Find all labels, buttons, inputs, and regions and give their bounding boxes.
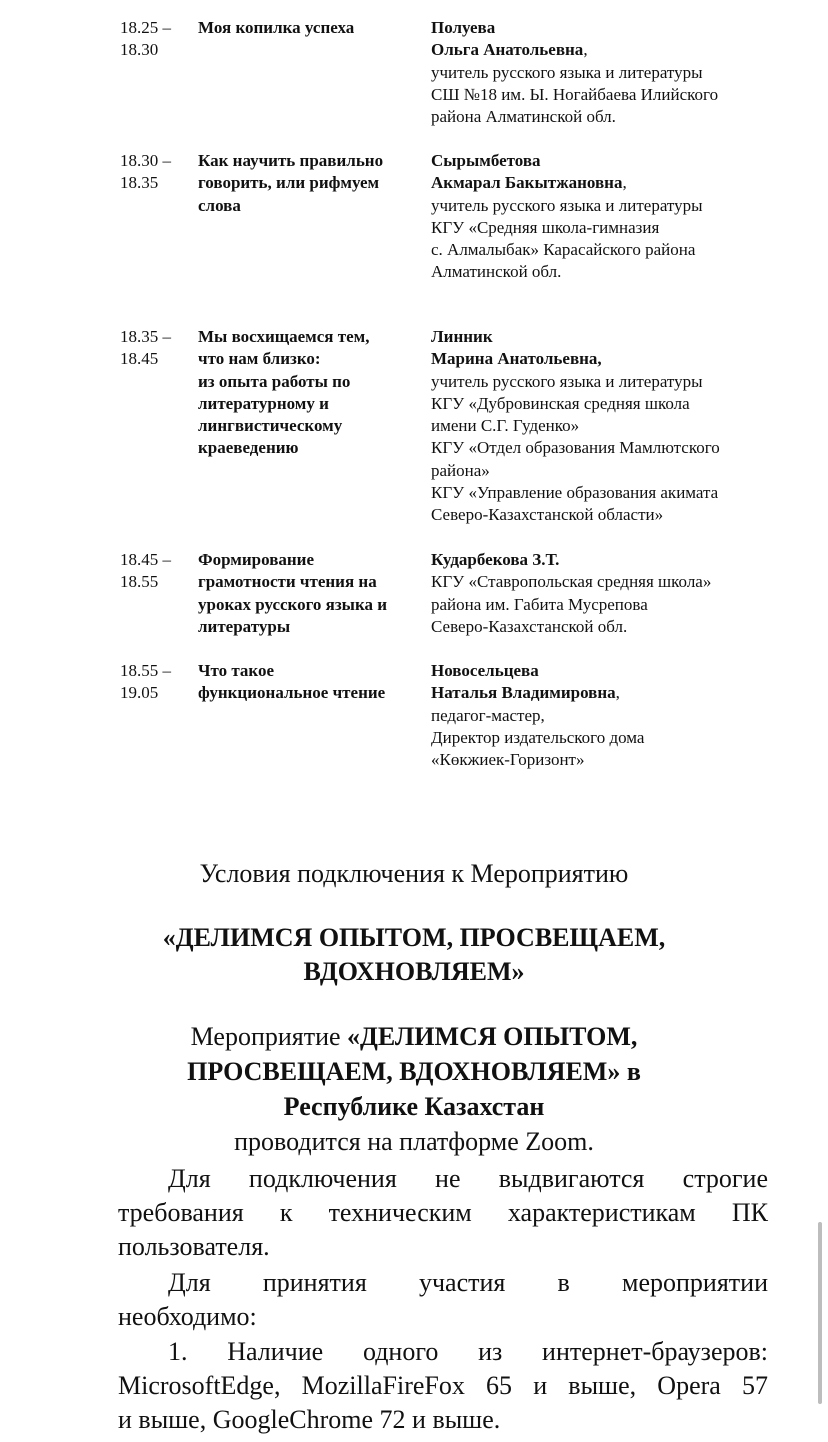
session-topic: Формирование грамотности чтения на уроках русского языка и литературы (198, 550, 388, 636)
session-topic: Мы восхищаемся тем, что нам близко: из опыта работы по литературному и лингвистическому краеведению (198, 327, 370, 458)
session-topic: Что такое функциональное чтение (198, 661, 386, 703)
time-slot: 18.30 – 18.35 (120, 151, 171, 193)
event-title: «ДЕЛИМСЯ ОПЫТОМ, ПРОСВЕЩАЕМ, ВДОХНОВЛЯЕМ» (162, 923, 666, 986)
session-topic: Моя копилка успеха (198, 18, 355, 37)
time-slot: 18.25 – 18.30 (120, 18, 171, 60)
speaker-info: Кударбекова З.Т. КГУ «Ставропольская средняя школа» района им. Габита Мусрепова Северо-Казахстанской обл. (431, 550, 712, 636)
time-slot: 18.35 – 18.45 (120, 327, 171, 369)
event-intro: Мероприятие «ДЕЛИМСЯ ОПЫТОМ, ПРОСВЕЩАЕМ, ВДОХНОВЛЯЕМ» в Республике Казахстан проводится на платформе Zoom. (187, 1022, 641, 1156)
participation-paragraph: Для принятия участия в мероприятии необходимо: (118, 1268, 768, 1331)
speaker-info: Полуева Ольга Анатольевна, учитель русского языка и литературы СШ №18 им. Ы. Ногайбаева Илийского района Алматинской обл. (431, 18, 719, 127)
speaker-info: Сырымбетова Акмарал Бакытжановна, учитель русского языка и литературы КГУ «Средняя школа-гимназия с. Алмалыбак» Карасайского района Алматинской обл. (431, 151, 703, 282)
browser-requirements: 1. Наличие одного из интернет-браузеров: MicrosoftEdge, MozillaFireFox 65 и выше, Opera 57 и выше, GoogleChrome 72 и выше. (118, 1337, 768, 1434)
time-slot: 18.55 – 19.05 (120, 661, 171, 703)
conditions-heading: Условия подключения к Мероприятию (199, 859, 629, 888)
speaker-info: Линник Марина Анатольевна, учитель русского языка и литературы КГУ «Дубровинская средняя школа имени С.Г. Гуденко» КГУ «Отдел образования Мамлютского района» КГУ «Управление образования акимата Северо-Казахстанской области» (431, 327, 720, 525)
session-topic: Как научить правильно говорить, или рифмуем слова (198, 151, 384, 215)
scrollbar[interactable] (818, 1222, 822, 1404)
speaker-info: Новосельцева Наталья Владимировна, педагог-мастер, Директор издательского дома «Көкжиек-Горизонт» (431, 661, 645, 770)
time-slot: 18.45 – 18.55 (120, 550, 171, 592)
requirements-paragraph: Для подключения не выдвигаются строгие требования к техническим характеристикам ПК пользователя. (118, 1164, 768, 1261)
